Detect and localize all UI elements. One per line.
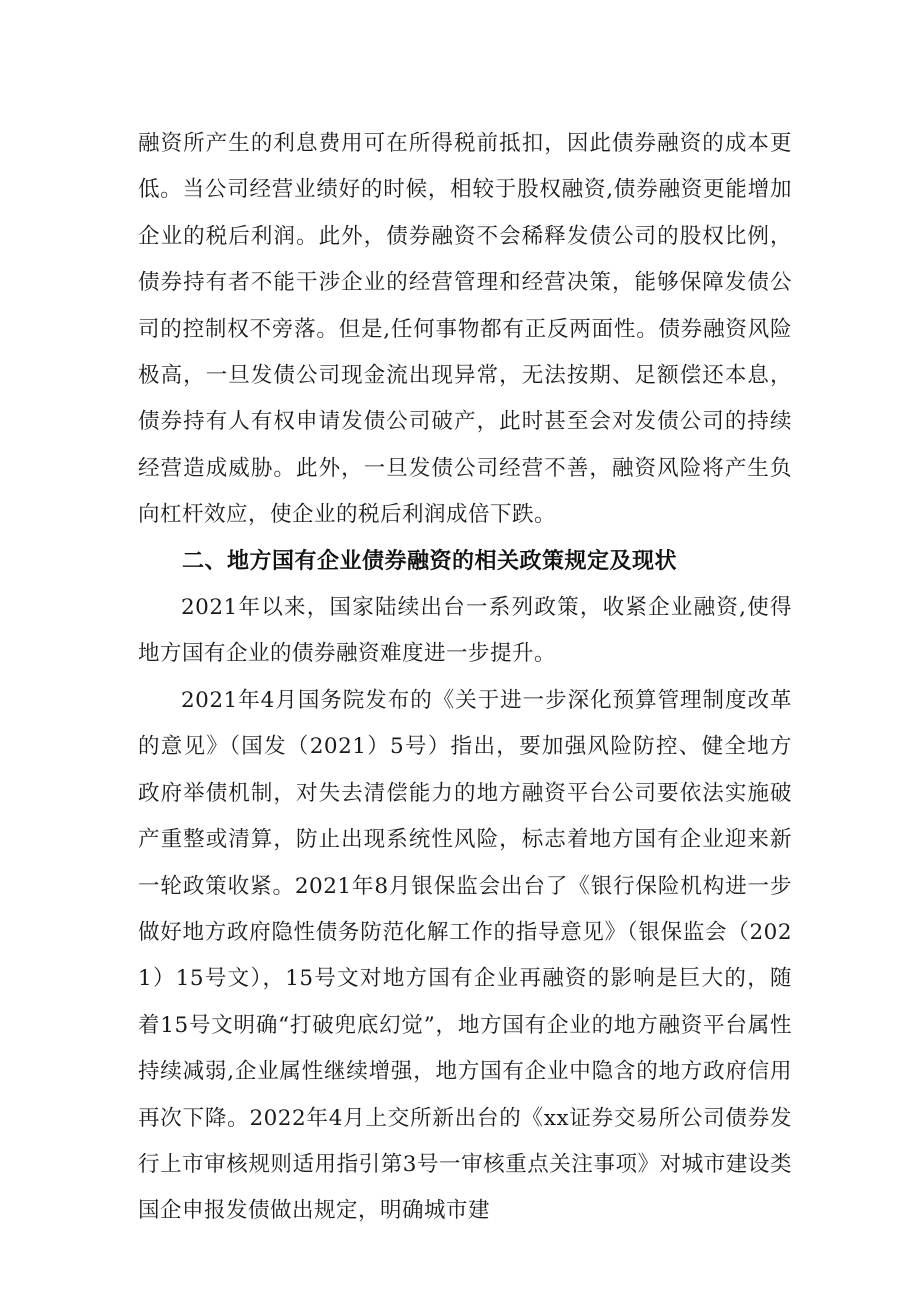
paragraph-bond-cost: 融资所产生的利息费用可在所得税前抵扣，因此债券融资的成本更低。当公司经营业绩好的时候，相较于股权融资,债券融资更能增加企业的税后利润。此外，债券融资不会稀释发债公司的股权比例，债券持有者不能干涉企业的经营管理和经营决策，能够保障发债公司的控制权不旁落。但是,任何事物都有正反两面性。债券融资风险极高，一旦发债公司现金流出现异常，无法按期、足额偿还本息，债券持有人有权申请发债公司破产，此时甚至会对发债公司的持续经营造成威胁。此外，一旦发债公司经营不善，融资风险将产生负向杠杆效应，使企业的税后利润成倍下跌。 bbox=[138, 131, 792, 528]
paragraph-policy-intro: 2021年以来，国家陆续出台一系列政策，收紧企业融资,使得地方国有企业的债券融资难度进一步提升。 bbox=[138, 595, 792, 667]
section-heading-2: 二、地方国有企业债券融资的相关政策规定及现状 bbox=[182, 548, 678, 574]
paragraph-policy-details: 2021年4月国务院发布的《关于进一步深化预算管理制度改革的意见》（国发（2021）5号）指出，要加强风险防控、健全地方政府举债机制，对失去清偿能力的地方融资平台公司要依法实施破产重整或清算，防止出现系统性风险，标志着地方国有企业迎来新一轮政策收紧。2021年8月银保监会出台了《银行保险机构进一步做好地方政府隐性债务防范化解工作的指导意见》（银保监会（2021）15号文），15号文对地方国有企业再融资的影响是巨大的，随着15号文明确“打破兜底幻觉”，地方国有企业的地方融资平台属性持续减弱,企业属性继续增强，地方国有企业中隐含的地方政府信用再次下降。2022年4月上交所新出台的《xx证券交易所公司债券发行上市审核规则适用指引第3号一审核重点关注事项》对城市建设类国企申报发债做出规定，明确城市建 bbox=[138, 687, 792, 1224]
